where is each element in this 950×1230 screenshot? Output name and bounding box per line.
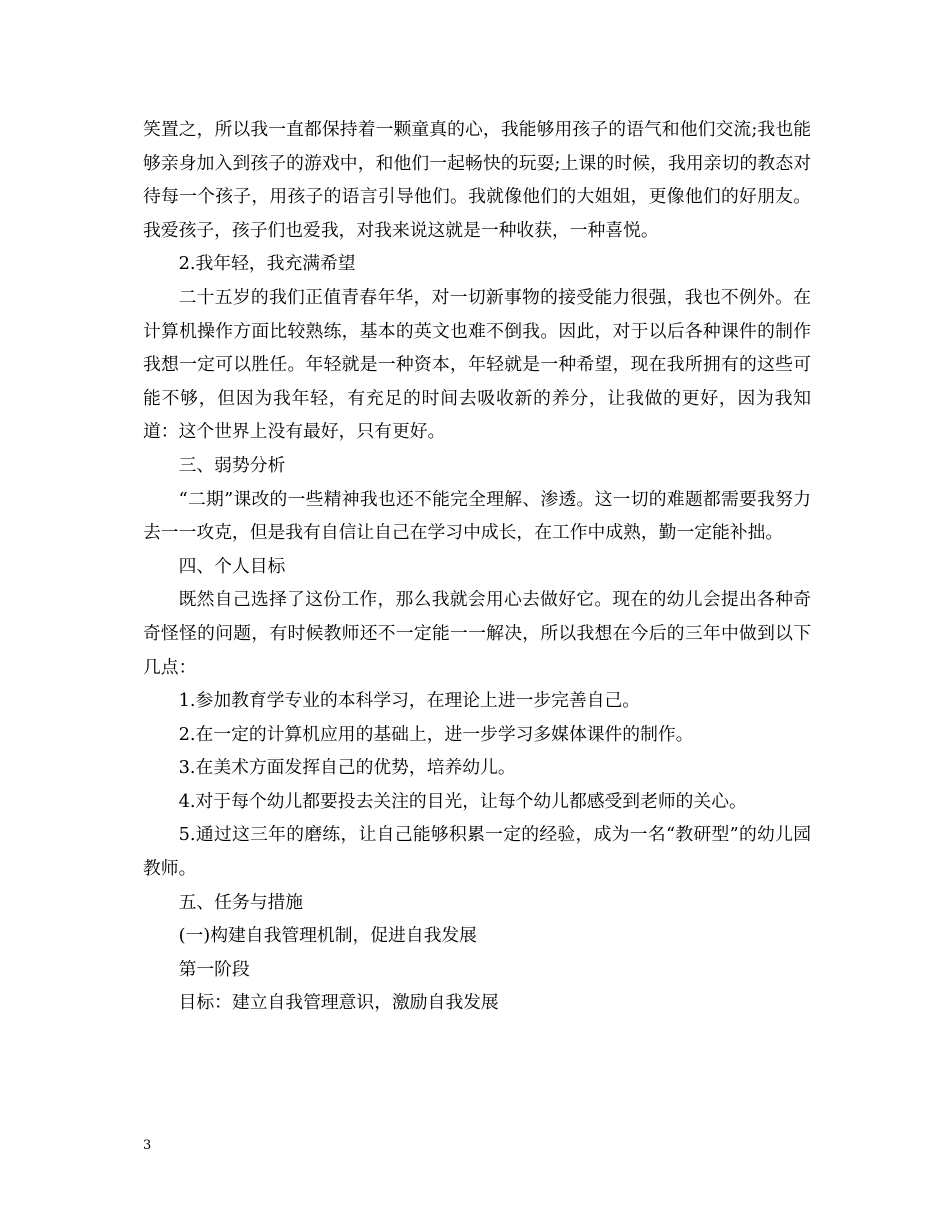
goal-item-4: 4.对于每个幼儿都要投去关注的目光，让每个幼儿都感受到老师的关心。 [178,790,747,812]
subheading-self-management: (一)构建自我管理机制，促进自我发展 [178,925,477,947]
subheading-young-and-hopeful: 2.我年轻，我充满希望 [178,253,356,275]
stage-goal: 目标：建立自我管理意识，激励自我发展 [178,992,499,1014]
page-number: 3 [143,1138,152,1153]
document-body [143,113,811,1020]
section-heading-personal-goals: 四、个人目标 [178,555,286,577]
paragraph-weakness: “二期”课改的一些精神我也还不能完全理解、渗透。这一切的难题都需要我努力去一一攻克，但是我有自信让自己在学习中成长，在工作中成熟，勤一定能补拙。 [143,488,811,544]
goal-item-3: 3.在美术方面发挥自己的优势，培养幼儿。 [178,757,516,779]
paragraph-continuation: 笑置之，所以我一直都保持着一颗童真的心，我能够用孩子的语气和他们交流;我也能够亲身加入到孩子的游戏中，和他们一起畅快的玩耍;上课的时候，我用亲切的教态对待每一个孩子，用孩子的语言引导他们。我就像他们的大姐姐，更像他们的好朋友。我爱孩子，孩子们也爱我，对我来说这就是一种收获，一种喜悦。 [143,119,811,241]
goal-item-2: 2.在一定的计算机应用的基础上，进一步学习多媒体课件的制作。 [178,723,694,745]
paragraph-goals-intro: 既然自己选择了这份工作，那么我就会用心去做好它。现在的幼儿会提出各种奇奇怪怪的问题，有时候教师还不一定能一一解决，所以我想在今后的三年中做到以下几点： [143,589,811,678]
goal-item-5: 5.通过这三年的磨练，让自己能够积累一定的经验，成为一名“教研型”的幼儿园教师。 [143,824,811,880]
section-heading-tasks-measures: 五、任务与措施 [178,891,304,913]
paragraph-youth: 二十五岁的我们正值青春年华，对一切新事物的接受能力很强，我也不例外。在计算机操作方面比较熟练，基本的英文也难不倒我。因此，对于以后各种课件的制作我想一定可以胜任。年轻就是一种资本，年轻就是一种希望，现在我所拥有的这些可能不够，但因为我年轻，有充足的时间去吸收新的养分，让我做的更好，因为我知道：这个世界上没有最好，只有更好。 [143,286,811,443]
section-heading-weakness-analysis: 三、弱势分析 [178,454,286,476]
stage-label-first: 第一阶段 [178,958,250,980]
goal-item-1: 1.参加教育学专业的本科学习，在理论上进一步完善自己。 [178,690,641,712]
